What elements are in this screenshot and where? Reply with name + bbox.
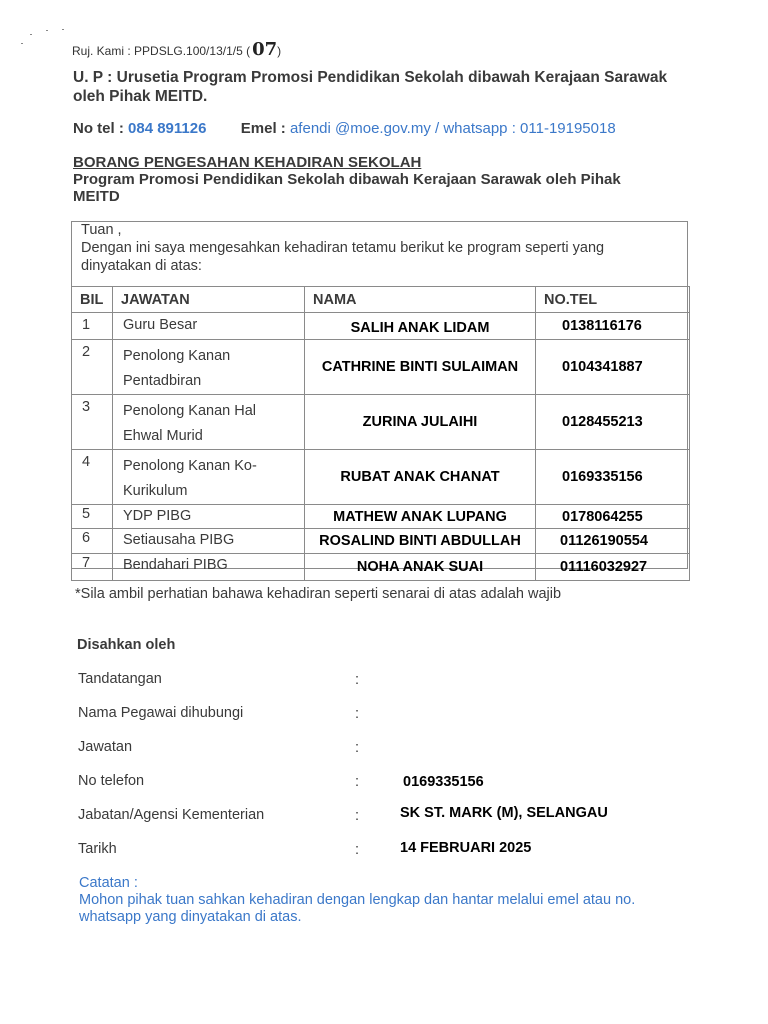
row-jawatan bbox=[113, 505, 305, 529]
table-row bbox=[72, 529, 690, 554]
remarks-label: Catatan : bbox=[79, 875, 138, 891]
row-tel: 01116032927 bbox=[536, 554, 690, 581]
row-tel: 0178064255 bbox=[536, 505, 690, 529]
table-row bbox=[72, 313, 690, 340]
intro-line-2: Dengan ini saya mengesahkan kehadiran tetamu berikut ke program seperti yang bbox=[81, 240, 605, 256]
row-tel: 0169335156 bbox=[536, 450, 690, 505]
row-jawatan bbox=[113, 395, 305, 450]
jawatan-line: Penolong Kanan Ko- bbox=[123, 458, 257, 474]
row-jawatan bbox=[113, 313, 305, 340]
jawatan-line: Pentadbiran bbox=[123, 373, 202, 389]
row-bil: 7 bbox=[72, 554, 113, 581]
field-value-phone[interactable]: 0169335156 bbox=[403, 774, 484, 790]
row-tel: 0128455213 bbox=[536, 395, 690, 450]
reference-label: Ruj. Kami : PPDSLG.100/13/1/5 ( bbox=[72, 44, 251, 58]
header-nama: NAMA bbox=[305, 287, 536, 313]
handwritten-number: 07 bbox=[252, 39, 278, 60]
row-bil: 2 bbox=[72, 340, 113, 395]
intro-line-3: dinyatakan di atas: bbox=[81, 258, 202, 274]
field-value-department[interactable]: SK ST. MARK (M), SELANGAU bbox=[400, 805, 608, 821]
row-bil: 1 bbox=[72, 313, 113, 340]
row-bil: 5 bbox=[72, 505, 113, 529]
field-colon: : bbox=[355, 672, 360, 688]
scan-speck bbox=[62, 29, 64, 30]
field-label-department: Jabatan/Agensi Kementerian bbox=[78, 807, 265, 823]
row-nama: NOHA ANAK SUAI bbox=[305, 554, 536, 581]
remarks bbox=[79, 875, 635, 926]
row-jawatan bbox=[113, 554, 305, 581]
row-nama: RUBAT ANAK CHANAT bbox=[305, 450, 536, 505]
field-colon: : bbox=[355, 706, 360, 722]
field-colon: : bbox=[355, 774, 360, 790]
header-jawatan: JAWATAN bbox=[113, 287, 305, 313]
remarks-line-2: whatsapp yang dinyatakan di atas. bbox=[79, 909, 302, 925]
table-row bbox=[72, 505, 690, 529]
row-jawatan bbox=[113, 340, 305, 395]
jawatan-line: Kurikulum bbox=[123, 483, 188, 499]
jawatan-line: Setiausaha PIBG bbox=[123, 532, 235, 548]
row-tel: 01126190554 bbox=[536, 529, 690, 554]
table-row bbox=[72, 340, 690, 395]
field-value-date[interactable]: 14 FEBRUARI 2025 bbox=[400, 840, 532, 856]
field-label-signature: Tandatangan bbox=[78, 671, 162, 687]
secretariat-heading bbox=[73, 68, 667, 106]
row-nama: SALIH ANAK LIDAM bbox=[305, 313, 536, 340]
table-row bbox=[72, 395, 690, 450]
secretariat-line-2: oleh Pihak MEITD. bbox=[73, 88, 208, 105]
salutation: Tuan , bbox=[81, 222, 122, 238]
field-colon: : bbox=[355, 842, 360, 858]
table-row bbox=[72, 554, 690, 581]
jawatan-line: Penolong Kanan Hal bbox=[123, 403, 257, 419]
row-bil: 3 bbox=[72, 395, 113, 450]
jawatan-line: Guru Besar bbox=[123, 317, 198, 333]
field-colon: : bbox=[355, 740, 360, 756]
jawatan-line: Ehwal Murid bbox=[123, 428, 203, 444]
row-nama: MATHEW ANAK LUPANG bbox=[305, 505, 536, 529]
secretariat-line-1: U. P : Urusetia Program Promosi Pendidikan Sekolah dibawah Kerajaan Sarawak bbox=[73, 69, 668, 86]
scan-speck bbox=[30, 34, 32, 35]
tel-value: 084 891126 bbox=[128, 120, 207, 137]
remarks-line-1: Mohon pihak tuan sahkan kehadiran dengan lengkap dan hantar melalui emel atau no. bbox=[79, 892, 636, 908]
jawatan-line: Bendahari PIBG bbox=[123, 557, 228, 573]
scan-speck bbox=[46, 30, 48, 31]
header-bil: BIL bbox=[72, 287, 113, 313]
row-tel: 0104341887 bbox=[536, 340, 690, 395]
tel-label: No tel : bbox=[73, 120, 124, 137]
row-bil: 6 bbox=[72, 529, 113, 554]
table-row bbox=[72, 450, 690, 505]
header-notel: NO.TEL bbox=[536, 287, 690, 313]
form-subtitle-line-2: MEITD bbox=[73, 188, 120, 205]
row-nama: CATHRINE BINTI SULAIMAN bbox=[305, 340, 536, 395]
intro-text bbox=[81, 221, 604, 275]
field-label-date: Tarikh bbox=[78, 841, 117, 857]
contact-line bbox=[73, 120, 616, 137]
reference-close: ) bbox=[277, 44, 282, 58]
jawatan-line: YDP PIBG bbox=[123, 508, 192, 524]
form-title: BORANG PENGESAHAN KEHADIRAN SEKOLAH bbox=[73, 154, 422, 171]
row-jawatan bbox=[113, 450, 305, 505]
jawatan-line: Penolong Kanan bbox=[123, 348, 231, 364]
table-header-row bbox=[72, 287, 690, 313]
field-label-officer-name: Nama Pegawai dihubungi bbox=[78, 705, 244, 721]
row-nama: ZURINA JULAIHI bbox=[305, 395, 536, 450]
form-subtitle-line-1: Program Promosi Pendidikan Sekolah dibawah Kerajaan Sarawak oleh Pihak bbox=[73, 171, 621, 188]
field-colon: : bbox=[355, 808, 360, 824]
confirmed-by-heading: Disahkan oleh bbox=[77, 637, 176, 653]
row-tel: 0138116176 bbox=[536, 313, 690, 340]
row-bil: 4 bbox=[72, 450, 113, 505]
reference-number bbox=[72, 39, 281, 60]
form-subtitle bbox=[73, 171, 621, 205]
row-nama: ROSALIND BINTI ABDULLAH bbox=[305, 529, 536, 554]
field-label-phone: No telefon bbox=[78, 773, 145, 789]
attendance-table bbox=[71, 286, 690, 581]
row-jawatan bbox=[113, 529, 305, 554]
email-label: Emel : bbox=[240, 120, 286, 137]
email-value[interactable]: afendi @moe.gov.my / whatsapp : 011-19195018 bbox=[289, 120, 616, 137]
field-label-position: Jawatan bbox=[78, 739, 133, 755]
scan-speck bbox=[21, 43, 23, 44]
attendance-note: *Sila ambil perhatian bahawa kehadiran seperti senarai di atas adalah wajib bbox=[75, 586, 562, 602]
